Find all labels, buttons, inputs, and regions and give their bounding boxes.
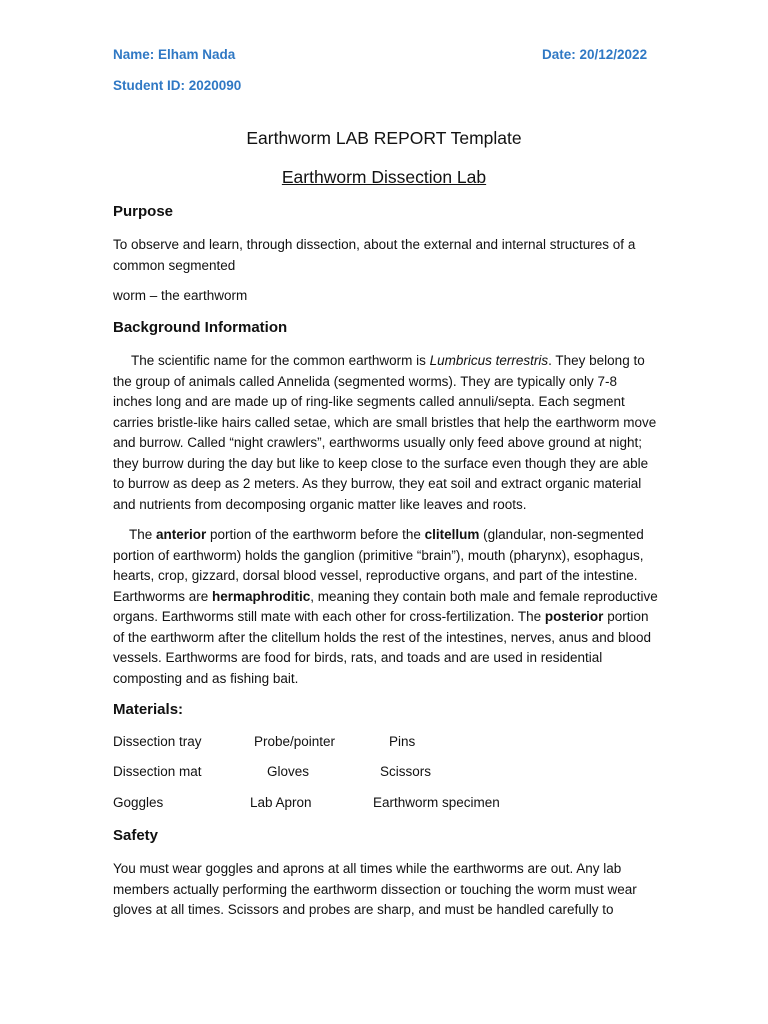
student-name: Name: Elham Nada xyxy=(113,47,236,62)
text-run: portion of the earthworm before the xyxy=(206,527,425,542)
background-paragraph-1 xyxy=(113,351,658,515)
text-run: The scientific name for the common earthworm is xyxy=(131,353,430,368)
student-id: Student ID: 2020090 xyxy=(113,78,242,93)
materials-row xyxy=(0,734,768,754)
background-paragraph-2 xyxy=(113,525,658,689)
term-anterior: anterior xyxy=(156,527,207,542)
term-posterior: posterior xyxy=(544,609,604,624)
text-run: . They belong to the group of animals called Annelida (segmented worms). They are typically only 7-8 inches long and are made up of ring-like segments called annuli/septa. Each segment carries bristle-like hairs called setae, which are small bristles that help the earthworm move and burrow. Called “night crawlers”, earthworms usually only feed above ground at night; they burrow during the day but like to keep close to the surface even though they are able to burrow as deep as 2 meters. As they burrow, they eat soil and extract organic material and nutrients from decomposing organic matter like leaves and roots. xyxy=(113,353,657,512)
material-item: Goggles xyxy=(113,795,164,810)
material-item: Gloves xyxy=(267,764,310,779)
safety-text: You must wear goggles and aprons at all times while the earthworms are out. Any lab members actually performing the earthworm dissection or touching the worm must wear gloves at all times. Scissors and probes are sharp, and must be handled carefully to xyxy=(113,861,637,917)
term-clitellum: clitellum xyxy=(424,527,480,542)
document-title: Earthworm LAB REPORT Template xyxy=(246,128,522,148)
report-date: Date: 20/12/2022 xyxy=(542,47,648,62)
background-heading: Background Information xyxy=(113,319,288,336)
material-item: Scissors xyxy=(380,764,432,779)
material-item: Dissection mat xyxy=(113,764,202,779)
purpose-text-continued: worm – the earthworm xyxy=(113,288,248,303)
materials-row xyxy=(0,795,768,815)
text-run: , meaning they contain both male and female reproductive organs. Earthworms still mate with each other for cross-fertilization. The xyxy=(113,588,658,624)
materials-heading: Materials: xyxy=(113,701,184,718)
material-item: Probe/pointer xyxy=(254,734,336,749)
safety-heading: Safety xyxy=(113,827,159,844)
scientific-name: Lumbricus terrestris xyxy=(429,353,549,368)
purpose-text: To observe and learn, through dissection, about the external and internal structures of a common segmented xyxy=(113,237,636,273)
text-run: The xyxy=(129,527,157,542)
material-item: Lab Apron xyxy=(250,795,312,810)
materials-row xyxy=(0,764,768,784)
term-hermaphroditic: hermaphroditic xyxy=(212,588,311,604)
purpose-heading: Purpose xyxy=(113,203,174,220)
document-subtitle: Earthworm Dissection Lab xyxy=(281,167,487,187)
text-run: (glandular, non-segmented portion of earthworm) holds the ganglion (primitive “brain”), mouth (pharynx), esophagus, hearts, crop, gizzard, dorsal blood vessel, reproductive organs, and part of the intestine. Earthworms are xyxy=(113,527,644,604)
material-item: Dissection tray xyxy=(113,734,202,749)
text-run: portion of the earthworm after the clitellum holds the rest of the intestines, nerves, anus and blood vessels. Earthworms are food for birds, rats, and toads and are used in residential composting and as fishing bait. xyxy=(113,609,652,686)
material-item: Pins xyxy=(389,734,416,749)
material-item: Earthworm specimen xyxy=(373,795,500,810)
